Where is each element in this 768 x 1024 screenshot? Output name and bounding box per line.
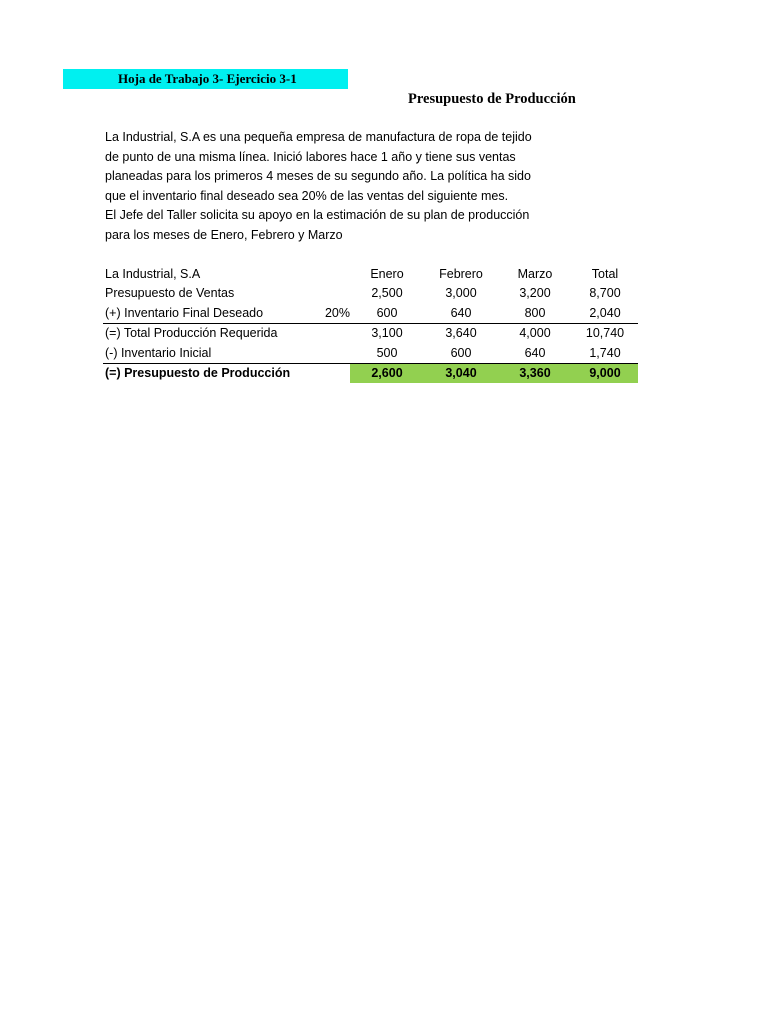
cell-value: 3,000 (445, 286, 477, 301)
cell-value: 3,200 (519, 286, 551, 301)
table-row (103, 284, 638, 304)
table-row (103, 303, 638, 323)
highlighted-cell: 3,360 (498, 363, 572, 383)
cell-value: 4,000 (498, 323, 572, 343)
cell-value: 10,740 (572, 323, 638, 343)
cell-value: 3,100 (350, 323, 424, 343)
row-label: (=) Presupuesto de Producción (103, 363, 310, 383)
row-pct (310, 343, 350, 363)
column-header-febrero: Febrero (439, 266, 483, 281)
table-row-total (103, 363, 638, 383)
row-label: Presupuesto de Ventas (105, 286, 235, 301)
paragraph-line: que el inventario final deseado sea 20% de las ventas del siguiente mes. (105, 188, 509, 203)
row-label: (-) Inventario Inicial (105, 345, 212, 360)
column-header-total: Total (591, 266, 619, 281)
column-header-enero: Enero (370, 266, 404, 281)
row-pct (310, 363, 350, 383)
cell-value: 800 (524, 305, 546, 320)
cell-value: 2,040 (589, 305, 621, 320)
column-header-marzo: Marzo (517, 266, 553, 281)
row-pct: 20% (324, 305, 350, 320)
paragraph-line: para los meses de Enero, Febrero y Marzo (105, 227, 343, 242)
company-name: La Industrial, S.A (105, 266, 201, 281)
cell-value: 8,700 (589, 286, 621, 301)
cell-value: 3,640 (424, 323, 498, 343)
table-row (103, 323, 638, 343)
cell-value: 640 (524, 345, 546, 360)
paragraph-line: planeadas para los primeros 4 meses de su segundo año. La política ha sido (105, 169, 531, 183)
cell-value: 640 (450, 305, 472, 320)
cell-value: 1,740 (589, 345, 621, 360)
row-label: (+) Inventario Final Deseado (105, 305, 264, 320)
row-pct (310, 284, 350, 304)
paragraph-line: La Industrial, S.A es una pequeña empresa de manufactura de ropa de tejido (105, 130, 532, 144)
page-title: Presupuesto de Producción (408, 91, 576, 107)
production-budget-table (103, 264, 638, 383)
cell-value: 500 (376, 345, 398, 360)
problem-statement (105, 128, 532, 245)
sheet-tab-label: Hoja de Trabajo 3- Ejercicio 3-1 (118, 71, 297, 86)
highlighted-cell: 9,000 (572, 363, 638, 383)
paragraph-line: El Jefe del Taller solicita su apoyo en la estimación de su plan de producción (105, 208, 530, 222)
row-label: (=) Total Producción Requerida (103, 323, 310, 343)
cell-value: 2,500 (371, 286, 403, 301)
row-pct (310, 323, 350, 343)
sheet-tab (63, 69, 348, 89)
highlighted-cell: 2,600 (350, 363, 424, 383)
paragraph-line: de punto de una misma línea. Inició labores hace 1 año y tiene sus ventas (105, 149, 516, 164)
cell-value: 600 (376, 305, 398, 320)
cell-value: 600 (450, 345, 472, 360)
table-row (103, 343, 638, 363)
highlighted-cell: 3,040 (424, 363, 498, 383)
table-header-row (103, 264, 638, 284)
